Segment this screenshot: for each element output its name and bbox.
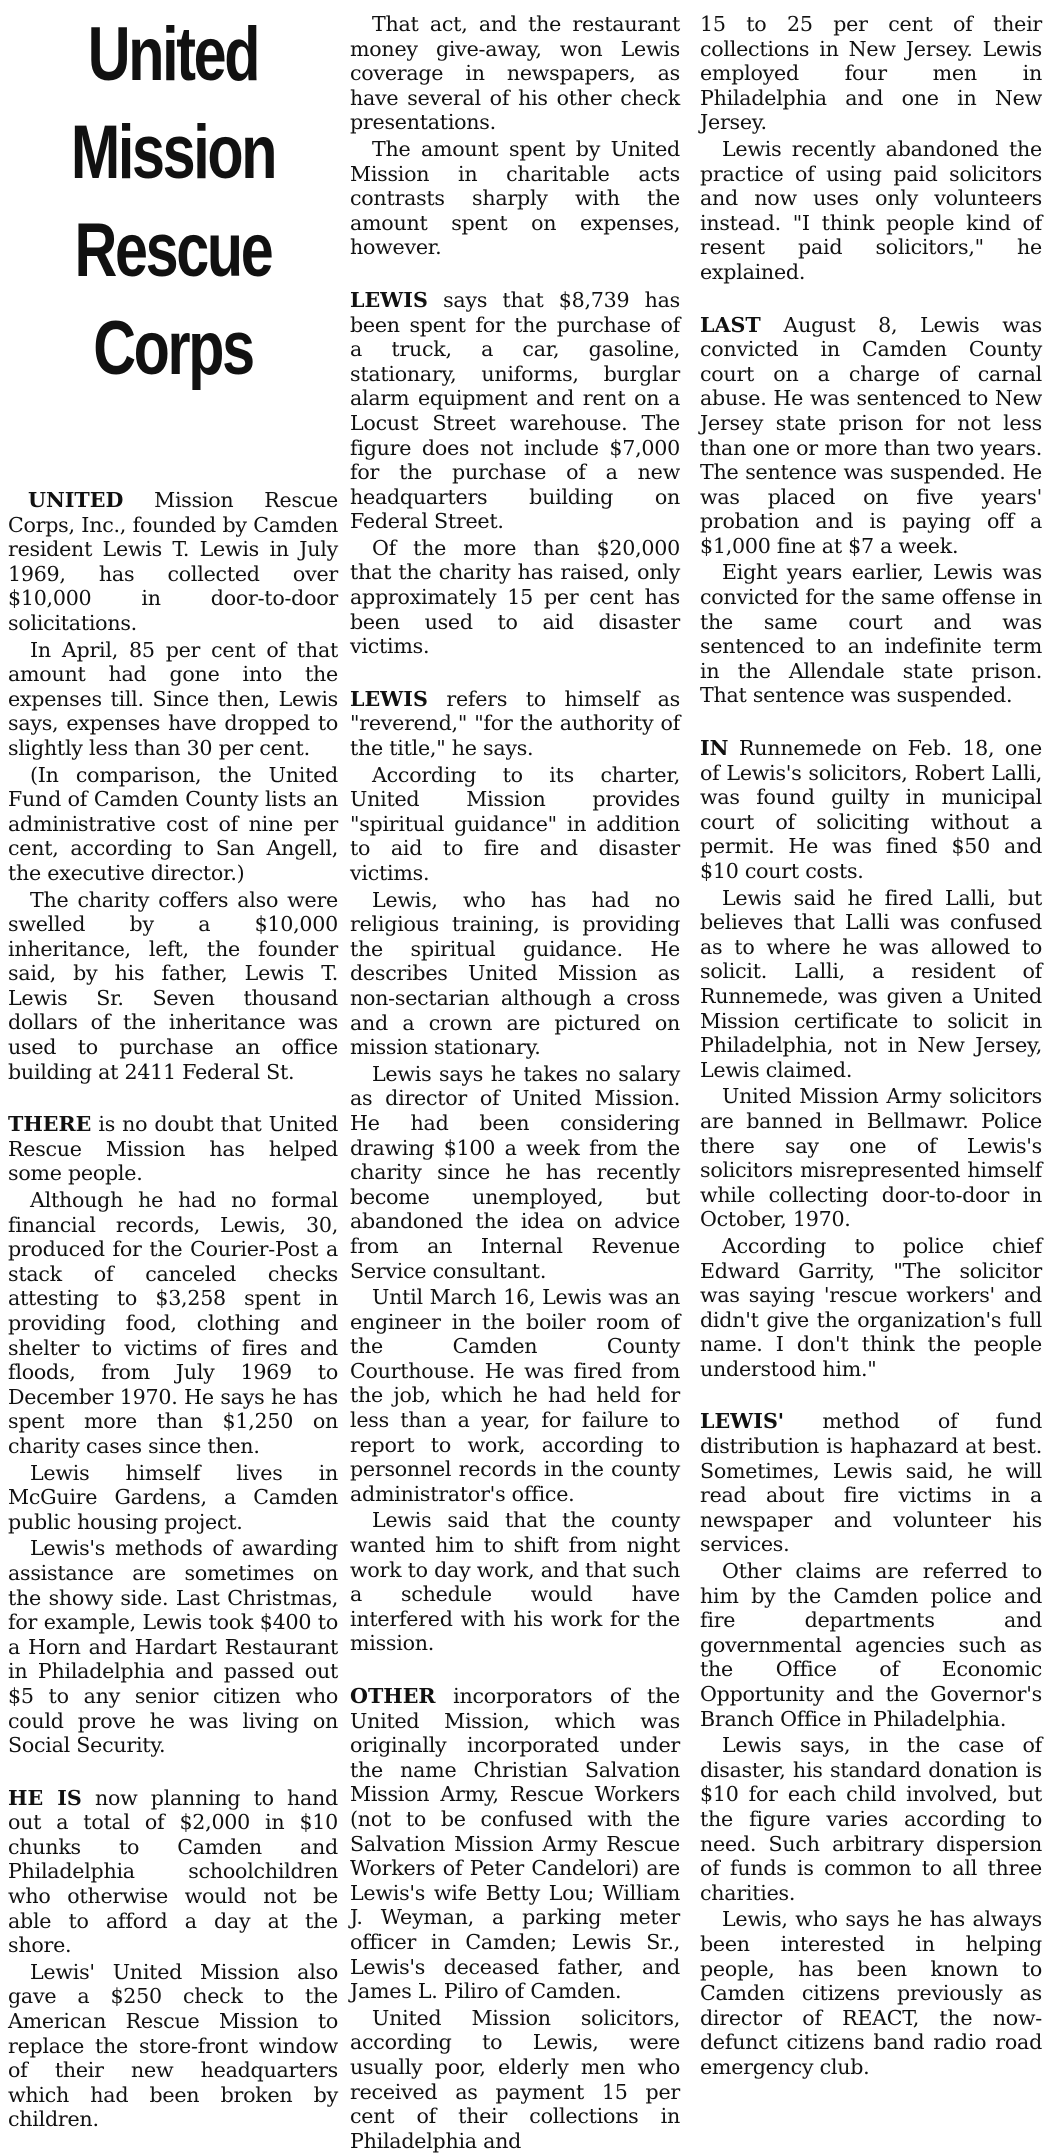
paragraph: Lewis, who has had no religious training, is providing the spiritual guidance. He describes United Mission as non-sectarian although a cross and a crown are pictured on mission stationary.: [350, 887, 680, 1060]
paragraph: Lewis says he takes no salary as director of United Mission. He had been considering drawing $100 a week from the charity since he has recently become unemployed, but abandoned the idea on advice from an Internal Revenue Service consultant.: [350, 1061, 680, 1283]
paragraph: LEWIS' method of fund distribution is haphazard at best. Sometimes, Lewis said, he will read about fire victims in a newspaper and volunteer his services.: [700, 1409, 1042, 1557]
headline: [44, 6, 301, 398]
headline-line: Mission: [70, 110, 276, 195]
headline-line: Corps: [93, 306, 253, 391]
lead-word: IN: [700, 736, 729, 761]
paragraph: United Mission solicitors, according to Lewis, were usually poor, elderly men who received as payment 15 per cent of their collections in Philadelphia and: [350, 2005, 680, 2153]
paragraph: The amount spent by United Mission in charitable acts contrasts sharply with the amount spent on expenses, however.: [350, 136, 680, 260]
lead-word: LAST: [700, 312, 761, 337]
paragraph: According to police chief Edward Garrity, "The solicitor was saying 'rescue workers' and didn't give the organization's full name. I don't think the people understood him.": [700, 1233, 1042, 1381]
paragraph: Of the more than $20,000 that the charity has raised, only approximately 15 per cent has been used to aid disaster victims.: [350, 535, 680, 659]
paragraph: Other claims are referred to him by the Camden police and fire departments and governmental agencies such as the Office of Economic Opportunity and the Governor's Branch Office in Philadelphia.: [700, 1559, 1042, 1731]
headline-line: United: [87, 12, 259, 97]
paragraph: That act, and the restaurant money give-away, won Lewis coverage in newspapers, as have several of his other check presentations.: [350, 12, 680, 135]
paragraph: According to its charter, United Mission provides "spiritual guidance" in addition to aid to fire and disaster victims.: [350, 762, 680, 885]
paragraph: 15 to 25 per cent of their collections in New Jersey. Lewis employed four men in Philadelphia and one in New Jersey.: [700, 12, 1042, 135]
paragraph: Lewis says, in the case of disaster, his standard donation is $10 for each child involved, but the figure varies according to need. Such arbitrary dispersion of funds is common to all three charities.: [700, 1733, 1042, 1905]
paragraph: IN Runnemede on Feb. 18, one of Lewis's solicitors, Robert Lalli, was found guilty in municipal court of soliciting without a permit. He was fined $50 and $10 court costs.: [700, 736, 1042, 883]
lead-word: OTHER: [350, 1684, 436, 1708]
paragraph: In April, 85 per cent of that amount had gone into the expenses till. Since then, Lewis says, expenses have dropped to slightly less than 30 per cent.: [8, 637, 338, 760]
lead-word: LEWIS: [350, 287, 428, 312]
paragraph: (In comparison, the United Fund of Camden County lists an administrative cost of nine per cent, according to San Angell, the executive director.): [8, 762, 338, 885]
paragraph: LAST August 8, Lewis was convicted in Camden County court on a charge of carnal abuse. He was sentenced to New Jersey state prison for not less than one or more than two years. The sentence was suspended. He was placed on five years' probation and is paying off a $1,000 fine at $7 a week.: [700, 312, 1042, 558]
paragraph: United Mission Army solicitors are banned in Bellmawr. Police there say one of Lewis's solicitors misrepresented himself while collecting door-to-door in October, 1970.: [700, 1084, 1042, 1232]
paragraph: Lewis' United Mission also gave a $250 check to the American Rescue Mission to replace the store-front window of their new headquarters which had been broken by children.: [8, 1959, 338, 2132]
paragraph: UNITED Mission Rescue Corps, Inc., founded by Camden resident Lewis T. Lewis in July 1969, has collected over $10,000 in door-to-door solicitations.: [8, 488, 338, 635]
paragraph: Lewis, who says he has always been interested in helping people, has been known to Camden citizens previously as director of REACT, the now-defunct citizens band radio road emergency club.: [700, 1907, 1042, 2079]
paragraph: LEWIS says that $8,739 has been spent for the purchase of a truck, a car, gasoline, stationary, uniforms, burglar alarm equipment and rent on a Locust Street warehouse. The figure does not include $7,000 for the purchase of a new headquarters building on Federal Street.: [350, 287, 680, 534]
paragraph: Lewis said he fired Lalli, but believes that Lalli was confused as to where he was allowed to solicit. Lalli, a resident of Runnemede, was given a United Mission certificate to solicit in Philadelphia, not in New Jersey, Lewis claimed.: [700, 885, 1042, 1082]
column-3: [700, 12, 1042, 2101]
paragraph: The charity coffers also were swelled by a $10,000 inheritance, left, the founder said, by his father, Lewis T. Lewis Sr. Seven thousand dollars of the inheritance was used to purchase an office building at 2411 Federal St.: [8, 887, 338, 1084]
paragraph: Eight years earlier, Lewis was convicted for the same offense in the same court and was sentenced to an indefinite term in the Allendale state prison. That sentence was suspended.: [700, 560, 1042, 708]
paragraph: HE IS now planning to hand out a total of $2,000 in $10 chunks to Camden and Philadelphia schoolchildren who otherwise would not be able to afford a day at the shore.: [8, 1785, 338, 1958]
paragraph: THERE is no doubt that United Rescue Mission has helped some people.: [8, 1112, 338, 1186]
column-1: [8, 0, 338, 2132]
lead-word: LEWIS: [350, 686, 428, 711]
paragraph: Lewis himself lives in McGuire Gardens, a Camden public housing project.: [8, 1460, 338, 1534]
paragraph: Lewis's methods of awarding assistance are sometimes on the showy side. Last Christmas, for example, Lewis took $400 to a Horn and Hardart Restaurant in Philadelphia and passed out $5 to any senior citizen who could prove he was living on Social Security.: [8, 1536, 338, 1758]
paragraph: OTHER incorporators of the United Mission, which was originally incorporated under the name Christian Salvation Mission Army, Rescue Workers (not to be confused with the Salvation Mission Army Rescue Workers of Peter Candelori) are Lewis's wife Betty Lou; William J. Weyman, a parking meter officer in Camden; Lewis Sr., Lewis's deceased father, and James L. Piliro of Camden.: [350, 1684, 680, 2004]
paragraph: Until March 16, Lewis was an engineer in the boiler room of the Camden County Courthouse. He was fired from the job, which he had held for less than a year, for failure to report to work, according to personnel records in the county administrator's office.: [350, 1285, 680, 1506]
lead-word: HE IS: [8, 1785, 82, 1810]
paragraph: LEWIS refers to himself as "reverend," "for the authority of the title," he says.: [350, 686, 680, 761]
lead-word: THERE: [8, 1112, 92, 1137]
lead-word: UNITED: [28, 488, 124, 512]
paragraph: Lewis recently abandoned the practice of using paid solicitors and now uses only volunteers instead. "I think people kind of resent paid solicitors," he explained.: [700, 136, 1042, 284]
lead-word: LEWIS': [700, 1409, 785, 1434]
paragraph: Although he had no formal financial records, Lewis, 30, produced for the Courier-Post a stack of canceled checks attesting to $3,258 spent in providing food, clothing and shelter to victims of fires and floods, from July 1969 to December 1970. He says he has spent more than $1,250 on charity cases since then.: [8, 1188, 338, 1458]
paragraph: Lewis said that the county wanted him to shift from night work to day work, and that such a schedule would have interfered with his work for the mission.: [350, 1508, 680, 1656]
column-1-body: [8, 488, 338, 2132]
column-2: [350, 12, 680, 2153]
headline-line: Rescue: [74, 208, 272, 293]
